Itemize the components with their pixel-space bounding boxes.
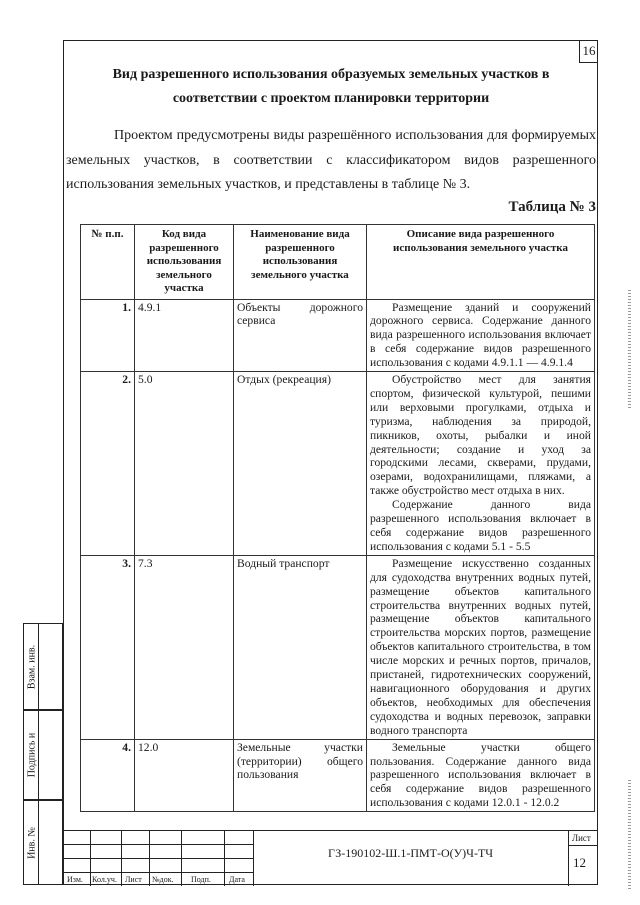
intro-paragraph <box>66 124 596 198</box>
side-label-inventory: Инв. № <box>26 826 37 859</box>
row-description <box>367 739 595 812</box>
title-line-2: соответствии с проектом планировки территории <box>172 91 490 106</box>
description-text: Земельные участки общего пользования. Содержание данного вида разрешенного использования включает в себя содержание видов разрешенного использования с кодами 12.0.1 - 12.0.2 <box>370 740 591 810</box>
description-paragraph <box>370 557 591 738</box>
row-name: Отдых (рекреация) <box>234 372 367 556</box>
row-code: 7.3 <box>135 555 234 739</box>
side-cell-replacement <box>23 623 63 710</box>
row-code: 5.0 <box>135 372 234 556</box>
scan-edge-mark <box>628 780 631 890</box>
col-koluch: Кол.уч. <box>92 875 117 884</box>
description-text: Размещение зданий и сооружений дорожного сервиса. Содержание данного вида разрешенного использования включает в себя содержание видов разрешенного использования с кодами 4.9.1.1 — 4.9.1.4 <box>370 300 591 370</box>
description-paragraph <box>370 498 591 554</box>
col-podp: Подп. <box>191 875 211 884</box>
header-name: Наименование вида разрешенного использования земельного участка <box>234 225 367 300</box>
land-use-table <box>80 224 595 812</box>
table-caption: Таблица № 3 <box>508 199 596 215</box>
description-text: Размещение искусственно созданных для судоходства внутренних водных путей, размещение объектов капитального строительства внутренних водных путей, размещение объектов капитального строительства морских портов, размещение объектов капитального строительства, в том числе морских и речных портов, причалов, пристаней, гидротехнических сооружений, навигационного оборудования и других объектов, необходимых для обеспечения судоходства и водных перевозок, заправки водного транспорта <box>370 556 591 737</box>
description-text: Обустройство мест для занятия спортом, физической культурой, пешими или верховыми прогулками, отдыха и туризма, наблюдения за природой, пикников, охоты, рыбалки и иной деятельности; создание и уход за городскими лесами, скверами, прудами, озерами, водохранилищами, пляжами, а также обустройство мест отдыха в них. <box>370 373 591 498</box>
row-name: Водный транспорт <box>234 555 367 739</box>
description-text: Содержание данного вида разрешенного использования включает в себя содержание видов разрешенного использования с кодами 5.1 - 5.5 <box>370 498 591 553</box>
scan-edge-mark <box>628 290 631 410</box>
table-row <box>81 555 595 739</box>
side-stamp <box>23 623 63 885</box>
row-number: 4. <box>81 739 135 812</box>
col-list: Лист <box>125 875 142 884</box>
description-paragraph <box>370 741 591 811</box>
col-data: Дата <box>229 875 245 884</box>
page-number: 16 <box>579 40 598 63</box>
intro-text: Проектом предусмотрены виды разрешённого использования для формируемых земельных участков, в соответствии с классификатором видов разрешенного использования земельных участков, и представлены в таблице № 3. <box>66 128 596 192</box>
row-name: Объекты дорожного сервиса <box>234 299 367 372</box>
sheet-label: Лист <box>572 833 591 843</box>
description-paragraph <box>370 301 591 371</box>
side-label-signature: Подпись и <box>26 732 37 778</box>
row-description <box>367 372 595 556</box>
title-block <box>63 830 598 885</box>
document-code: ГЗ-190102-Ш.1-ПМТ-О(У)Ч-ТЧ <box>328 846 494 860</box>
header-code: Код вида разрешенного использования земельного участка <box>135 225 234 300</box>
table-header-row <box>81 225 595 300</box>
title-line-1: Вид разрешенного использования образуемых земельных участков в <box>112 67 550 82</box>
header-description: Описание вида разрешенного использования земельного участка <box>367 225 595 300</box>
row-number: 1. <box>81 299 135 372</box>
table-row <box>81 299 595 372</box>
side-cell-inventory <box>23 800 63 885</box>
row-number: 3. <box>81 555 135 739</box>
table-row <box>81 739 595 812</box>
side-label-replacement: Взам. инв. <box>26 644 37 689</box>
row-description <box>367 299 595 372</box>
side-cell-signature <box>23 710 63 800</box>
row-code: 4.9.1 <box>135 299 234 372</box>
section-title <box>66 63 596 111</box>
description-paragraph <box>370 373 591 498</box>
row-description <box>367 555 595 739</box>
col-izm: Изм. <box>67 875 83 884</box>
row-number: 2. <box>81 372 135 556</box>
row-name: Земельные участки (территории) общего пользования <box>234 739 367 812</box>
sheet-number: 12 <box>573 855 586 870</box>
col-ndoc: №док. <box>152 875 174 884</box>
header-num: № п.п. <box>81 225 135 300</box>
row-code: 12.0 <box>135 739 234 812</box>
table-row <box>81 372 595 556</box>
